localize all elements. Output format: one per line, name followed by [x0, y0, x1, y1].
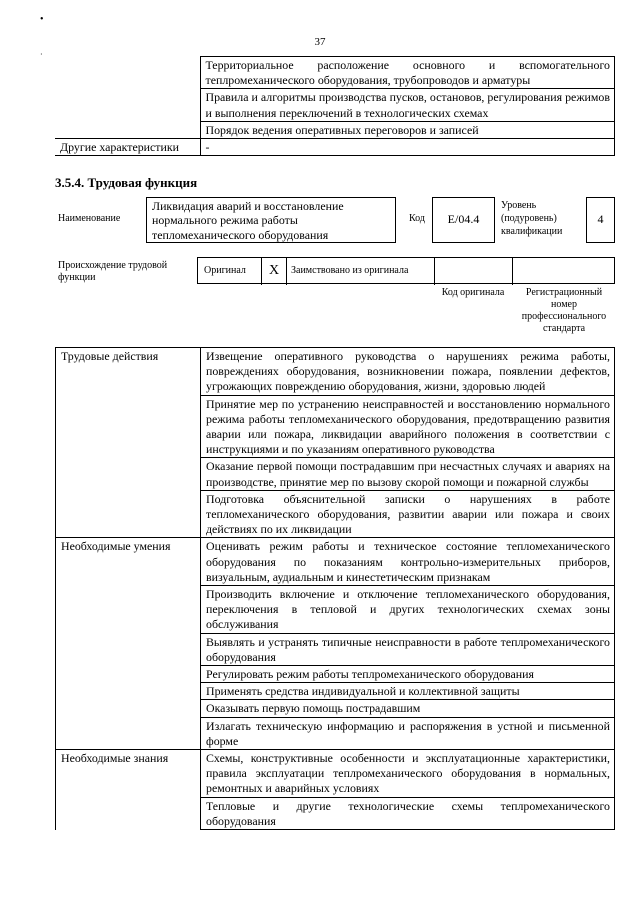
knowledge-item: Правила и алгоритмы производства пусков, остановов, регулирования режимов и выполнения переключений в технологических схемах — [200, 89, 615, 121]
margin-mark: • — [40, 14, 44, 25]
knowledge-continuation-table — [55, 56, 615, 156]
original-code-cell — [435, 258, 513, 285]
labor-action-item: Оказание первой помощи пострадавшим при несчастных случаях и авариях на производстве, принятие мер по вызову скорой помощи и пожарной службы — [201, 458, 615, 490]
registration-number-cell — [513, 258, 616, 285]
skill-item: Выявлять и устранять типичные неисправности в работе теплромеханического оборудования — [201, 633, 615, 665]
section-title: 3.5.4. Трудовая функция — [55, 175, 198, 190]
skill-item: Применять средства индивидуальной и коллективной защиты — [201, 683, 615, 700]
code-original-caption: Код оригинала — [441, 287, 505, 298]
knowledge-label: Необходимые знания — [56, 750, 201, 830]
skill-item: Производить включение и отключение тепломеханического оборудования, переключения в тепловой и других технологических схемах зоны обслуживания — [201, 586, 615, 634]
borrowed-cell: Заимствовано из оригинала — [287, 258, 435, 285]
margin-mark: · — [40, 50, 43, 59]
skill-item: Излагать техническую информацию и распоряжения в устной и письменной форме — [201, 717, 615, 749]
origin-label: Происхождение трудовой функции — [58, 260, 168, 283]
level-label-line: квалификации — [501, 226, 563, 237]
origin-row — [197, 257, 615, 284]
knowledge-item: Порядок ведения оперативных переговоров и записей — [200, 121, 615, 138]
skills-label: Необходимые умения — [56, 538, 201, 750]
registration-number-caption: Регистрационный номер профессионального стандарта — [521, 287, 607, 334]
page-number: 37 — [314, 36, 326, 48]
level-label-line: Уровень — [501, 200, 537, 211]
function-name-box: Ликвидация аварий и восстановление нормального режима работы тепломеханического оборудования — [146, 197, 396, 243]
skill-item: Оказывать первую помощь пострадавшим — [201, 700, 615, 717]
name-label: Наименование — [58, 213, 121, 224]
labor-function-table — [55, 347, 615, 830]
level-label-line: (подуровень) — [501, 213, 557, 224]
other-characteristics-label: Другие характеристики — [55, 139, 200, 156]
labor-action-item: Принятие мер по устранению неисправностей и восстановлению нормального режима работы тепломеханического оборудования, предотвращению развития аварии или пожара, ликвидации аварийного положения в соответствии с инструкциями и по указаниям оперативного руководства — [201, 395, 615, 458]
knowledge-item: Территориальное расположение основного и вспомогательного теплромеханического оборудования, трубопроводов и арматуры — [200, 57, 615, 89]
labor-action-item: Извещение оперативного руководства о нарушениях режима работы, повреждениях оборудования, возникновении пожара, появлении дефектов, угрожающих повреждению оборудования, жизни, здоровью людей — [201, 348, 615, 396]
empty-label-cell — [55, 57, 200, 139]
original-cell: Оригинал — [198, 258, 262, 285]
skill-item: Регулировать режим работы теплромеханического оборудования — [201, 666, 615, 683]
qualification-level-box: 4 — [586, 197, 615, 243]
knowledge-item: Схемы, конструктивные особенности и эксплуатационные характеристики, правила эксплуатации теплромеханического оборудования в нормальных, ремонтных и аварийных условиях — [201, 750, 615, 798]
level-label — [501, 199, 562, 238]
knowledge-item: Тепловые и другие технологические схемы теплромеханического оборудования — [201, 797, 615, 829]
code-label: Код — [409, 213, 425, 224]
function-code-box: E/04.4 — [432, 197, 495, 243]
labor-actions-label: Трудовые действия — [56, 348, 201, 538]
original-mark: X — [262, 258, 287, 285]
other-characteristics-value: - — [200, 139, 615, 156]
skill-item: Оценивать режим работы и техническое состояние тепломеханического оборудования по показаниям контрольно-измерительных приборов, визуальным, аудиальным и кинестетическим признакам — [201, 538, 615, 586]
labor-action-item: Подготовка объяснительной записки о нарушениях в работе тепломеханического оборудования, развитии аварии или пожара и своих действиях по их ликвидации — [201, 490, 615, 538]
